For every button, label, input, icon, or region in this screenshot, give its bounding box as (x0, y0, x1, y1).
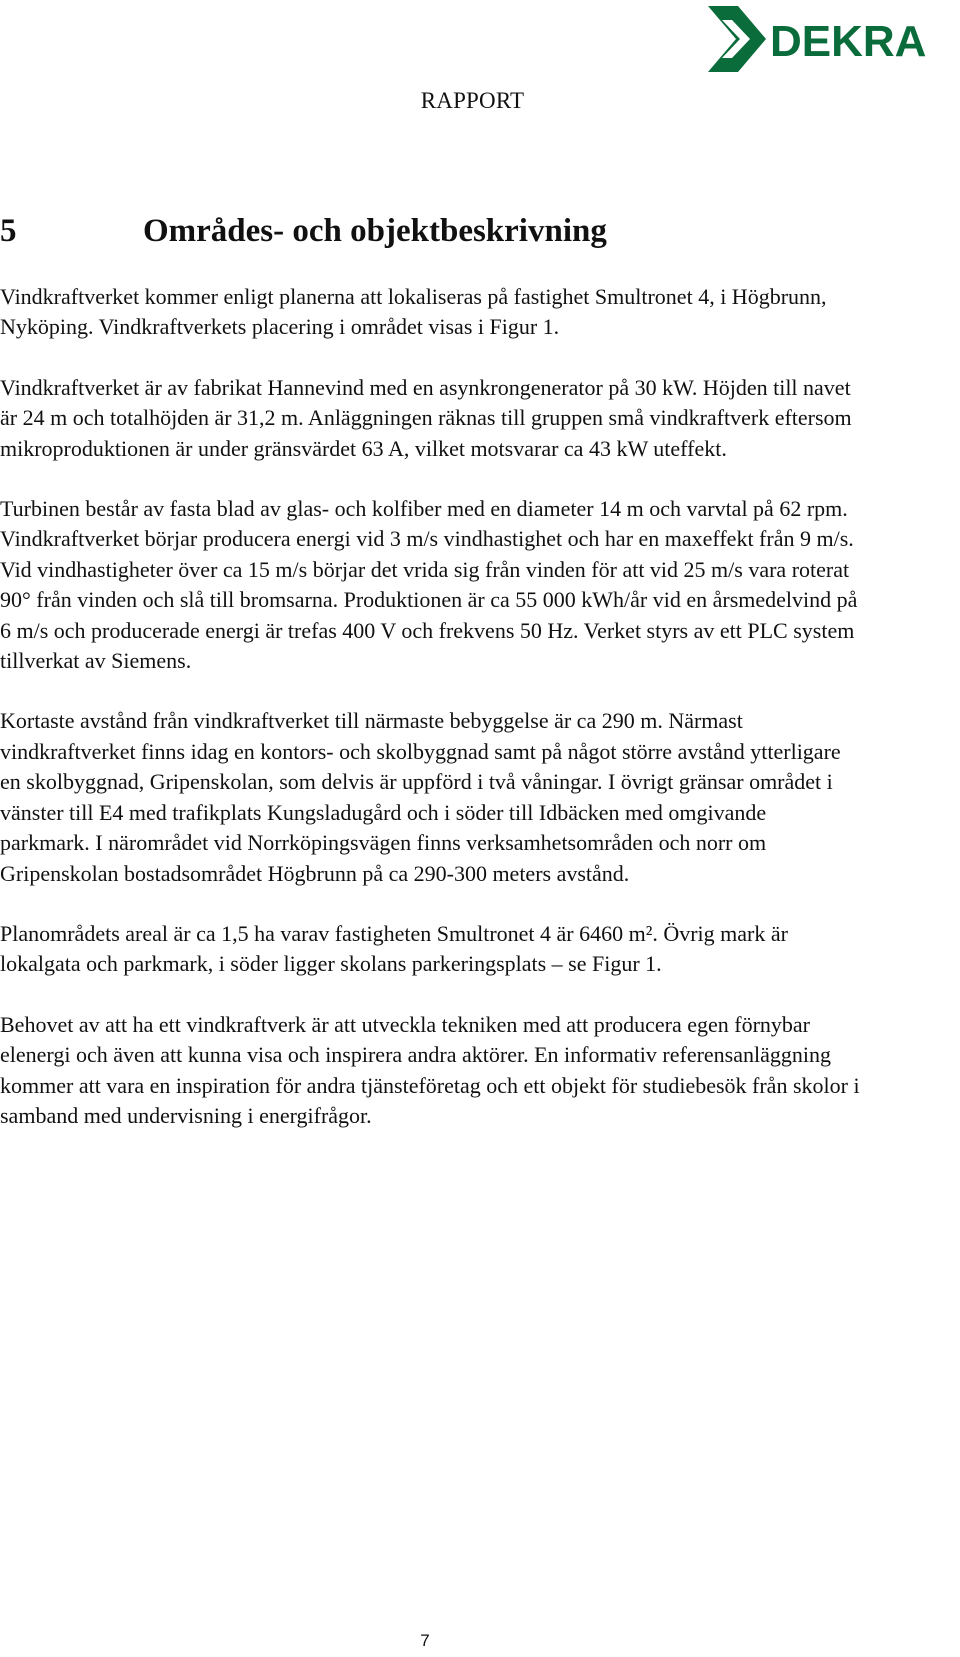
paragraph-purpose: Behovet av att ha ett vindkraftverk är att utveckla tekniken med att producera egen förnybar elenergi och även att kunna visa och inspirera andra aktörer. En informativ referensanläggning kommer att vara en inspiration för andra tjänsteföretag och ett objekt för studiebesök från skolor i samband med undervisning i energifrågor. (0, 1011, 860, 1128)
paragraph-turbine-specs: Turbinen består av fasta blad av glas- och kolfiber med en diameter 14 m och varvtal på 62 rpm. Vindkraftverket börjar producera energi vid 3 m/s vindhastighet och har en maxeffekt från 9 m/s. Vid vindhastigheter över ca 15 m/s börjar det vrida sig från vinden för att vid 25 m/s vara roterat 90° från vinden och slå till bromsarna. Produktionen är ca 55 000 kWh/år vid en årsmedelvind på 6 m/s och producerade energi är trefas 400 V och frekvens 50 Hz. Verket styrs av ett PLC system tillverkat av Siemens. (0, 496, 858, 674)
paragraph-location: Vindkraftverket kommer enligt planerna att lokaliseras på fastighet Smultronet 4, i Högbrunn, Nyköping. Vindkraftverkets placering i området visas i Figur 1. (0, 284, 827, 340)
dekra-logo (708, 6, 954, 72)
dekra-logo-mark (708, 6, 954, 72)
section-heading (0, 213, 607, 250)
paragraph-turbine-model: Vindkraftverket är av fabrikat Hannevind med en asynkrongenerator på 30 kW. Höjden till navet är 24 m och totalhöjden är 31,2 m. Anläggningen räknas till gruppen små vindkraftverk eftersom mikroproduktionen är under gränsvärdet 63 A, vilket motsvarar ca 43 kW uteffekt. (0, 374, 852, 461)
document-label: RAPPORT (420, 88, 525, 113)
svg-text:DEKRA: DEKRA (770, 17, 927, 66)
paragraph-surroundings: Kortaste avstånd från vindkraftverket till närmaste bebyggelse är ca 290 m. Närmast vindkraftverket finns idag en kontors- och skolbyggnad samt på något större avstånd ytterligare en skolbyggnad, Gripenskolan, som delvis är uppförd i två våningar. I övrigt gränsar området i vänster till E4 med trafikplats Kungsladugård och i söder till Idbäcken med omgivande parkmark. I närområdet vid Norrköpingsvägen finns verksamhetsområden och norr om Gripenskolan bostadsområdet Högbrunn på ca 290-300 meters avstånd. (0, 708, 841, 886)
paragraph-area: Planområdets areal är ca 1,5 ha varav fastigheten Smultronet 4 är 6460 m². Övrig mark är lokalgata och parkmark, i söder ligger skolans parkeringsplats – se Figur 1. (0, 920, 788, 977)
body-text (0, 282, 860, 1161)
page-number: 7 (420, 1631, 430, 1650)
section-title: Områdes- och objektbeskrivning (143, 213, 607, 249)
section-number: 5 (0, 213, 17, 249)
